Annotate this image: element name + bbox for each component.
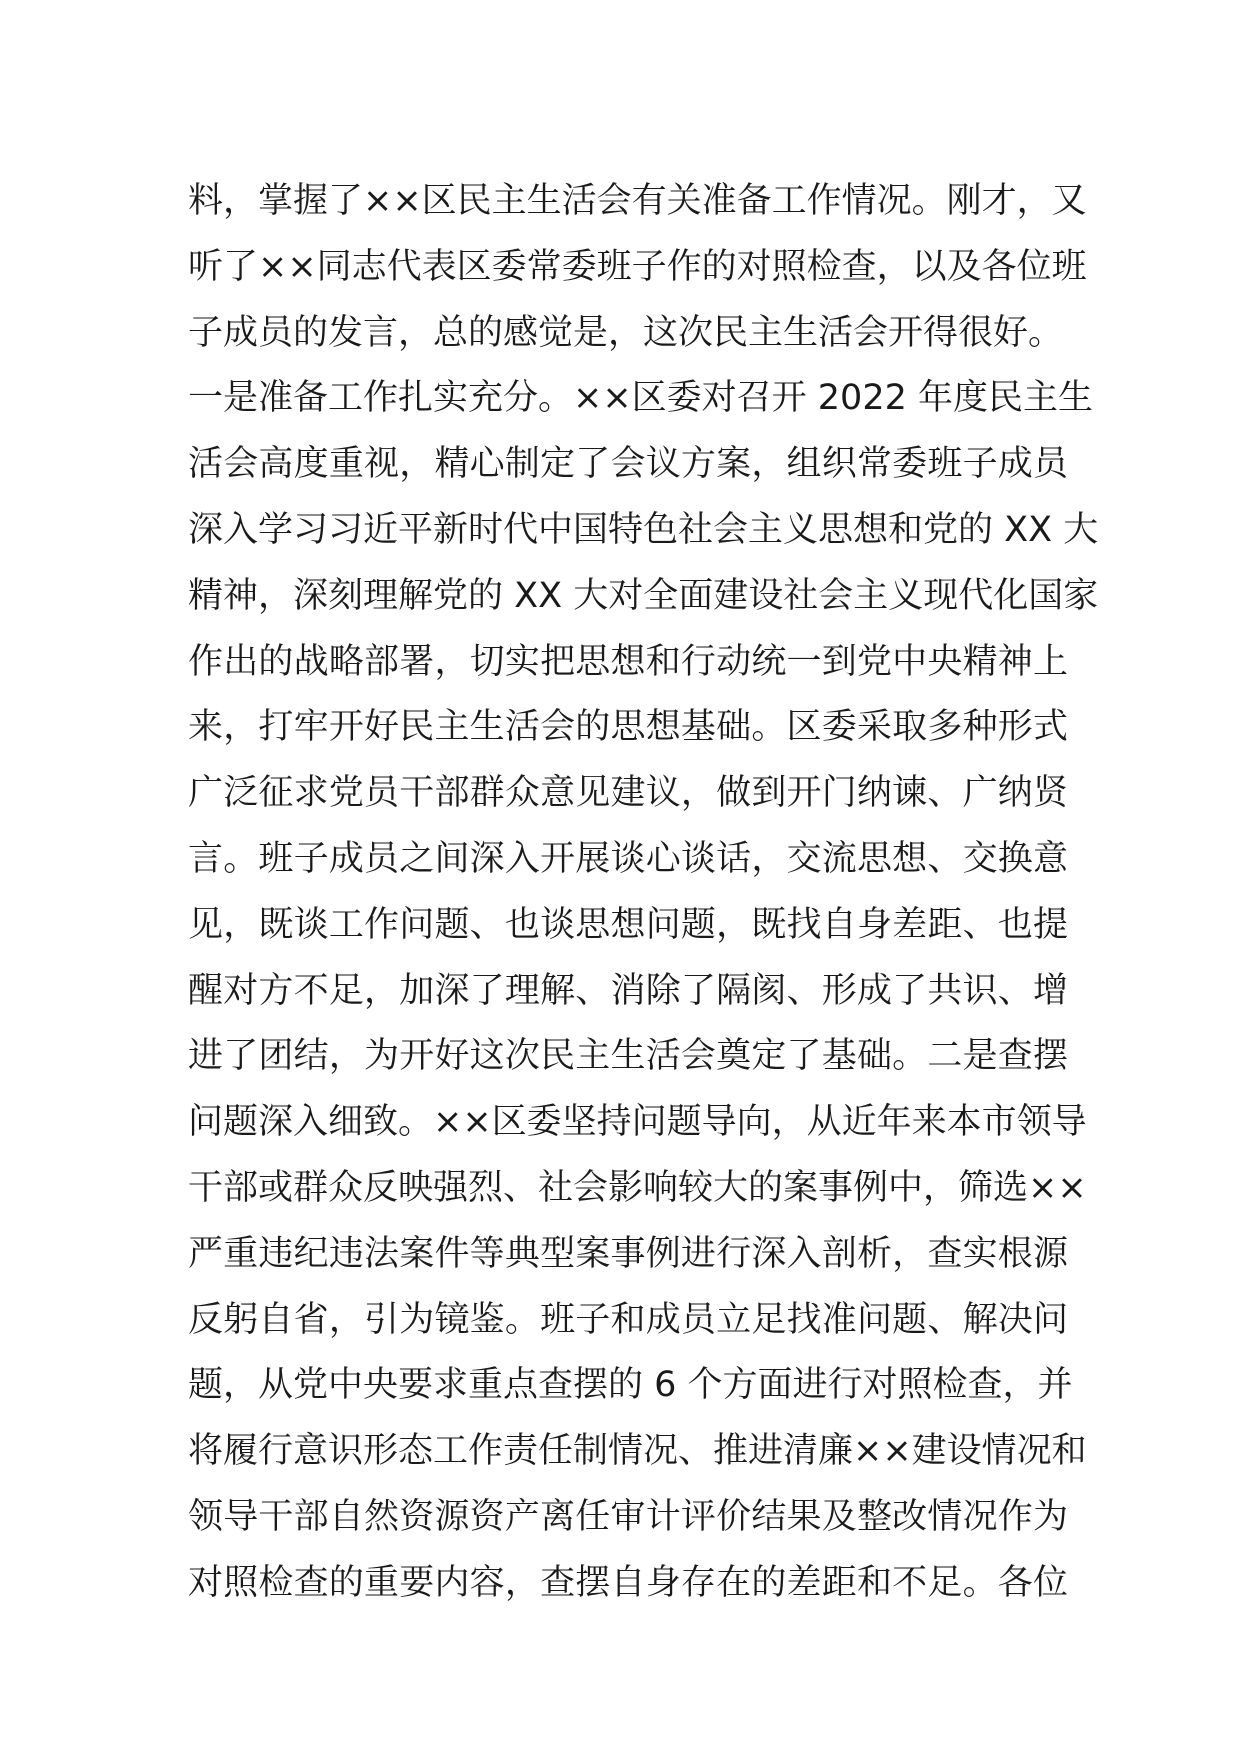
text-line-19: 题，从党中央要求重点查摆的 6 个方面进行对照检查，并 xyxy=(188,1365,1073,1406)
text-line-10: 广泛征求党员干部群众意见建议，做到开门纳谏、广纳贤 xyxy=(188,773,1068,814)
text-line-4: 一是准备工作扎实充分。××区委对召开 2022 年度民主生 xyxy=(188,378,1093,419)
text-line-1: 料，掌握了××区民主生活会有关准备工作情况。刚才，又 xyxy=(188,181,1087,221)
text-line-17: 严重违纪违法案件等典型案事例进行深入剖析，查实根源 xyxy=(188,1233,1068,1274)
text-line-11: 言。班子成员之间深入开展谈心谈话，交流思想、交换意 xyxy=(188,838,1068,879)
text-line-5: 活会高度重视，精心制定了会议方案，组织常委班子成员 xyxy=(188,444,1068,485)
body-text xyxy=(188,169,1099,1617)
text-line-3: 子成员的发言，总的感觉是，这次民主生活会开得很好。 xyxy=(188,312,1064,353)
text-line-13: 醒对方不足，加深了理解、消除了隔阂、形成了共识、增 xyxy=(188,970,1068,1011)
text-line-8: 作出的战略部署，切实把思想和行动统一到党中央精神上 xyxy=(188,641,1068,682)
text-line-14: 进了团结，为开好这次民主生活会奠定了基础。二是查摆 xyxy=(188,1036,1068,1077)
text-line-7: 精神，深刻理解党的 XX 大对全面建设社会主义现代化国家 xyxy=(188,575,1099,616)
text-line-16: 干部或群众反映强烈、社会影响较大的案事例中，筛选×× xyxy=(188,1167,1087,1208)
text-line-12: 见，既谈工作问题、也谈思想问题，既找自身差距、也提 xyxy=(188,904,1068,945)
text-line-15: 问题深入细致。××区委坚持问题导向，从近年来本市领导 xyxy=(188,1102,1087,1143)
text-line-2: 听了××同志代表区委常委班子作的对照检查，以及各位班 xyxy=(188,246,1087,287)
text-line-18: 反躬自省，引为镜鉴。班子和成员立足找准问题、解决问 xyxy=(188,1299,1068,1340)
text-line-20: 将履行意识形态工作责任制情况、推进清廉××建设情况和 xyxy=(188,1431,1087,1472)
text-line-9: 来，打牢开好民主生活会的思想基础。区委采取多种形式 xyxy=(188,707,1068,748)
text-line-21: 领导干部自然资源资产离任审计评价结果及整改情况作为 xyxy=(188,1496,1068,1537)
text-line-22: 对照检查的重要内容，查摆自身存在的差距和不足。各位 xyxy=(188,1562,1068,1603)
text-line-6: 深入学习习近平新时代中国特色社会主义思想和党的 XX 大 xyxy=(188,509,1099,550)
